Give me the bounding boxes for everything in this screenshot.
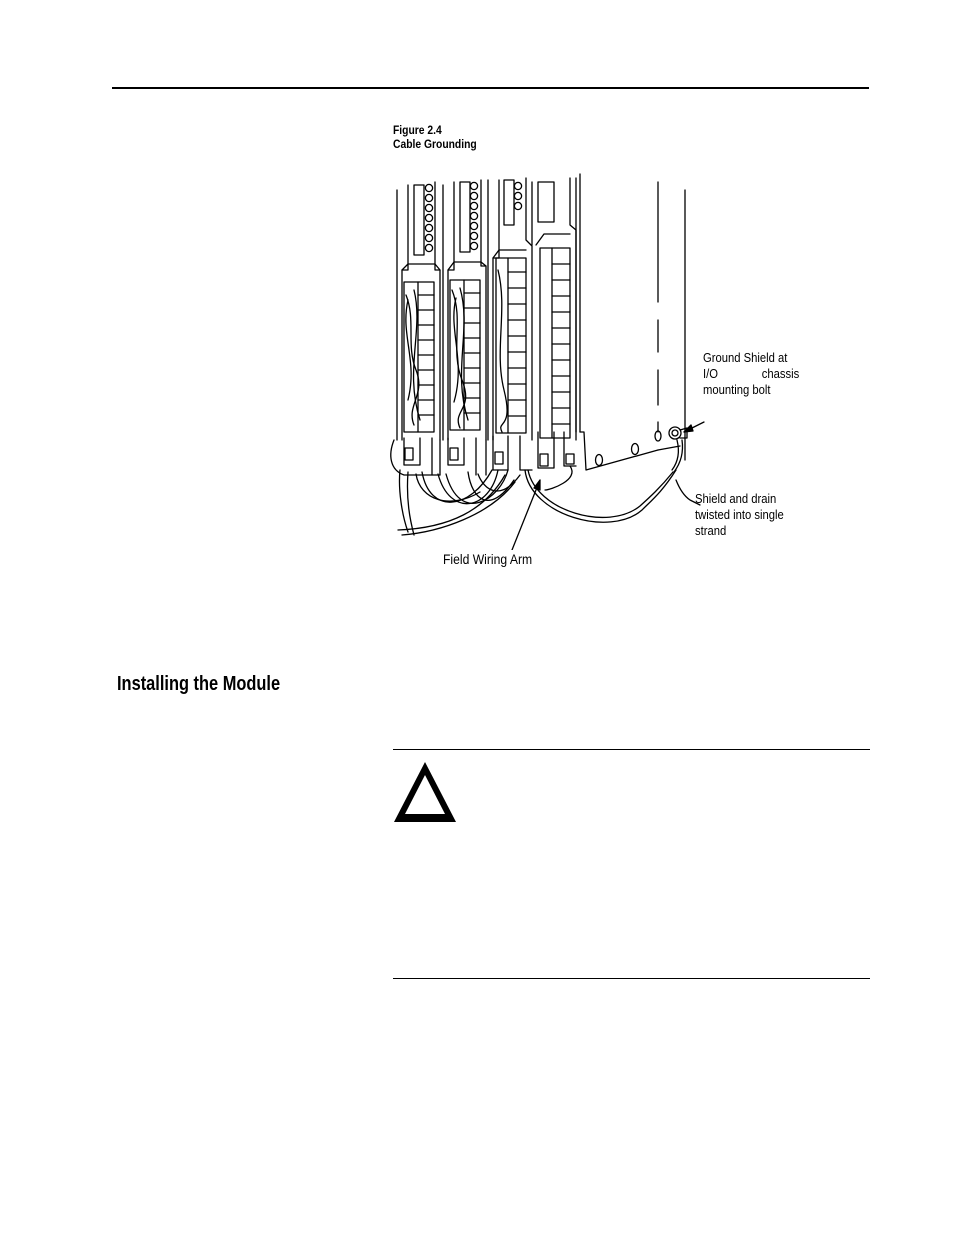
field-wiring-arm-callout: Field Wiring Arm: [443, 552, 533, 567]
figure-number: Figure 2.4: [393, 123, 442, 137]
callout-leaders: [512, 422, 704, 550]
io-module-2: [443, 180, 486, 440]
shield-drain-callout: [695, 491, 784, 539]
ground-callout-io: I/O: [703, 367, 719, 381]
shield-callout-line-1: Shield and drain: [695, 492, 777, 506]
warning-triangle-icon: [392, 760, 458, 824]
shield-callout-line-3: strand: [695, 524, 727, 538]
io-module-4: [532, 178, 576, 440]
warning-rule-top: [393, 749, 870, 750]
ground-callout-line-3: mounting bolt: [703, 383, 771, 397]
shield-callout-line-2: twisted into single: [695, 508, 784, 522]
io-chassis: [576, 174, 685, 470]
field-wiring-cables: [398, 470, 520, 535]
ground-shield-callout: [703, 350, 799, 398]
header-rule: [112, 87, 869, 89]
io-module-3: [488, 178, 532, 440]
ground-callout-line-1: Ground Shield at: [703, 351, 788, 365]
shield-drain-strand: [525, 466, 676, 522]
ground-callout-chassis: chassis: [761, 367, 800, 381]
section-heading: Installing the Module: [117, 673, 281, 695]
io-module-1: [397, 182, 440, 440]
ground-bolt: [669, 427, 687, 472]
figure-title: Cable Grounding: [393, 137, 477, 151]
ground-callout-line-2: [703, 366, 799, 382]
warning-rule-bottom: [393, 978, 870, 979]
figure-caption: [393, 123, 477, 151]
